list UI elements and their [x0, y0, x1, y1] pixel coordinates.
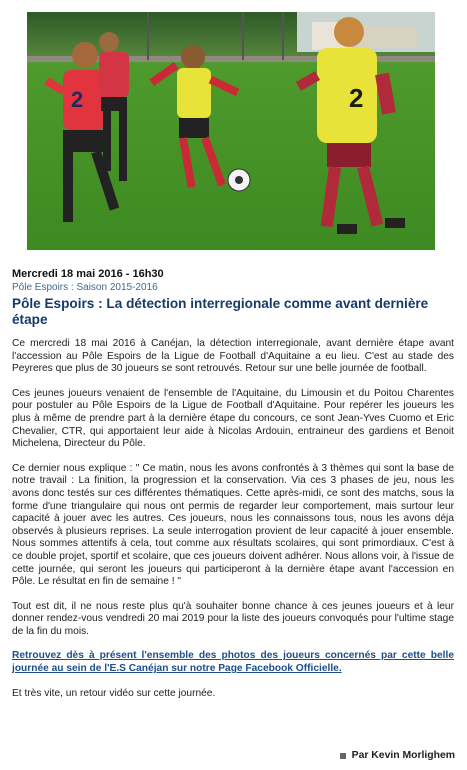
jersey-number: 2	[71, 87, 84, 112]
article-body	[12, 338, 454, 700]
article-author	[340, 750, 455, 761]
article	[12, 268, 454, 712]
article-paragraph: Ce mercredi 18 mai 2016 à Canéjan, la détection interregionale, avant dernière étape avant l'accession au Pôle Espoirs de la Ligue de Football d'Aquitaine a eu lieu. C'est au stade des Peyreres que plus de 30 joueurs se sont retrouvés. Retour sur une belle journée de football.	[12, 338, 454, 375]
facebook-link-paragraph	[12, 650, 454, 675]
author-name: Par Kevin Morlighem	[351, 750, 455, 761]
article-date: Mercredi 18 mai 2016 - 16h30	[12, 268, 164, 280]
article-closing: Et très vite, un retour vidéo sur cette journée.	[12, 687, 216, 699]
jersey-number: 2	[349, 83, 364, 113]
article-category[interactable]: Pôle Espoirs : Saison 2015-2016	[12, 282, 158, 293]
football-training-photo	[27, 12, 435, 250]
bullet-square-icon	[340, 753, 346, 759]
article-paragraph: Ces jeunes joueurs venaient de l'ensemble de l'Aquitaine, du Limousin et du Poitou Charentes pour postuler au Pôle Espoirs de la Ligue de Football d'Aquitaine. Pour repérer les joueurs les plus à même de prendre part à la dernière étape du concours, ce sont Jean-Yves Cuomo et Eric Chevalier, CTR, qui apportaient leur aide à Nicolas Ardouin, entraineur des gardiens et Benoit Michelena, Directeur du Pôle.	[12, 387, 454, 450]
article-photo	[27, 12, 435, 250]
article-title: Pôle Espoirs : La détection interregionale comme avant dernière étape	[12, 296, 429, 327]
facebook-page-link[interactable]: Retrouvez dès à présent l'ensemble des photos des joueurs concernés par cette belle journée au sein de l'E.S Canéjan sur notre Page Facebook Officielle.	[12, 650, 454, 675]
article-paragraph: Tout est dit, il ne nous reste plus qu'à souhaiter bonne chance à ces jeunes joueurs et à leur donner rendez-vous vendredi 20 mai 2019 pour la liste des joueurs convoqués pour l'ultime stage de la fin du mois.	[12, 600, 454, 637]
article-paragraph: Ce dernier nous explique : " Ce matin, nous les avons confrontés à 3 thèmes qui sont la base de notre travail : La finition, la progression et la conservation. Via ces 3 phases de jeu, nous les avons donc testés sur ces différentes thématiques. Cette après-midi, ce sont des matchs, sous la forme d'une triangulaire qui nous ont permis de regarder leur comportement, mais surtour leur capacité à jouer avec les autres. Ces joueurs, nous les connaissons tous, nous les avons déja observés à plusieurs reprises. La seule interrogation provient de leur capacité à jouer ensemble. Nous sommes attentifs à cela, tout comme aux résultats scolaires, qui sont primordiaux. C'est à ce double projet, sportif et scolaire, que ces joueurs doivent adhérer. Nous allons voir, à l'issue de cette journée, qui seront les joueurs qui participeront à la dernière étape avant l'accession en Pôle. Le résultat en fin de semaine ! "	[12, 462, 454, 588]
